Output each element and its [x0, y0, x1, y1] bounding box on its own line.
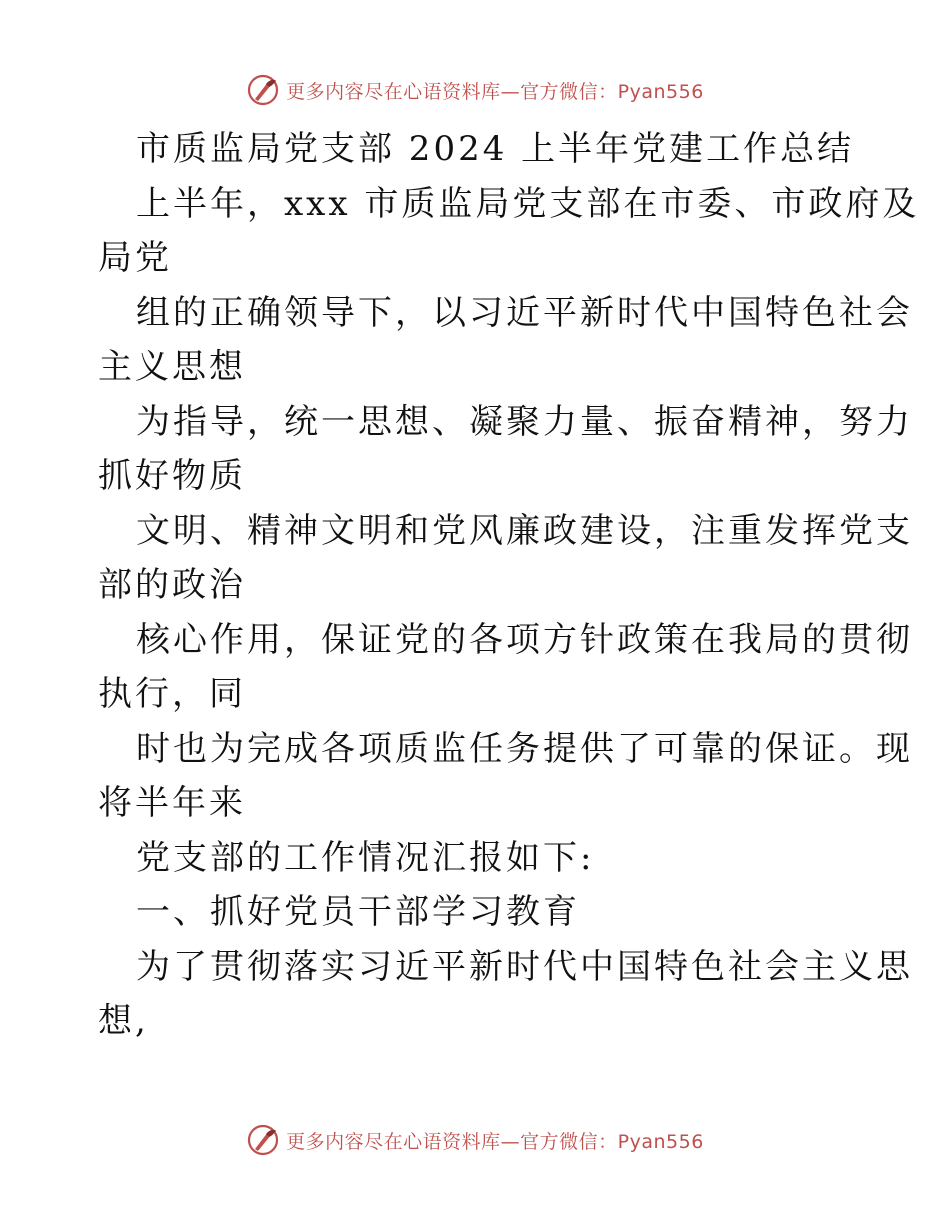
quill-pen-logo-icon	[246, 1123, 280, 1157]
text-line: 将半年来	[98, 783, 246, 823]
text-line: 想,	[98, 1001, 149, 1041]
text-line: 核心作用，保证党的各项方针政策在我局的贯彻	[136, 619, 913, 660]
text-line: 为指导，统一思想、凝聚力量、振奋精神，努力	[136, 401, 913, 442]
text-line: 党支部的工作情况汇报如下:	[136, 837, 595, 878]
quill-pen-logo-icon	[246, 73, 280, 107]
text-line: 组的正确领导下，以习近平新时代中国特色社会	[136, 292, 913, 333]
text-line: 部的政治	[98, 565, 246, 605]
text-line: 执行，同	[98, 674, 246, 714]
footer-banner	[0, 1120, 950, 1160]
text-line: 抓好物质	[98, 456, 246, 496]
text-line: 一、抓好党员干部学习教育	[136, 892, 580, 932]
text-line: 时也为完成各项质监任务提供了可靠的保证。现	[136, 728, 913, 769]
document-body	[98, 122, 920, 1049]
text-line: 市质监局党支部 2024 上半年党建工作总结	[136, 129, 855, 169]
text-line: 文明、精神文明和党风廉政建设，注重发挥党支	[136, 510, 913, 551]
text-line: 主义思想	[98, 347, 246, 387]
text-line: 局党	[98, 238, 172, 278]
header-banner	[0, 70, 950, 110]
banner-text: 更多内容尽在心语资料库—官方微信：Pyan556	[286, 80, 704, 103]
text-line: 为了贯彻落实习近平新时代中国特色社会主义思	[136, 946, 913, 987]
text-line: 上半年，xxx 市质监局党支部在市委、市政府及	[136, 183, 920, 224]
banner-text: 更多内容尽在心语资料库—官方微信：Pyan556	[286, 1130, 704, 1153]
